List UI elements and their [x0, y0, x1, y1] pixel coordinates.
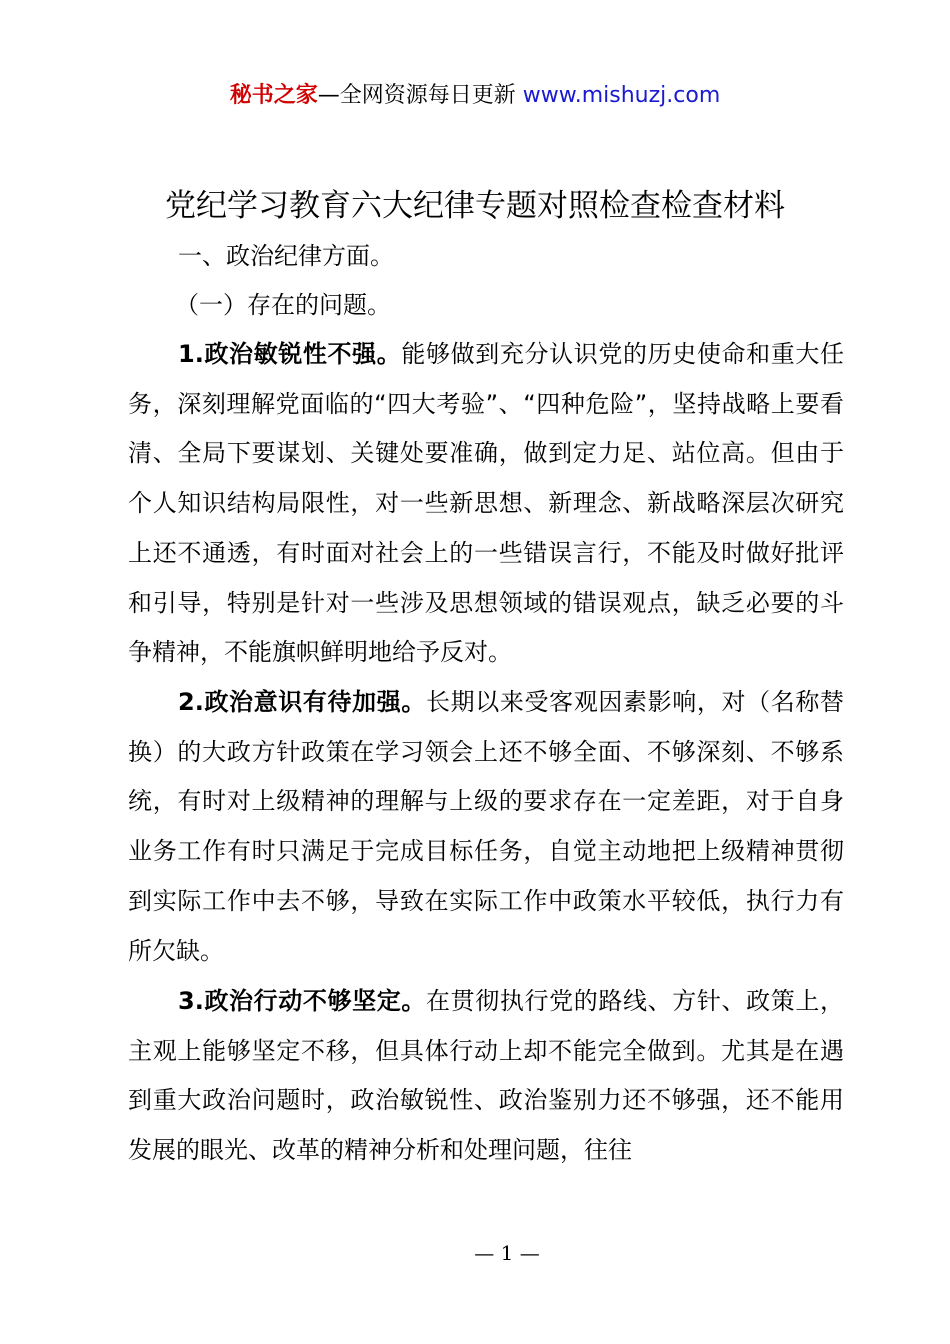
- paragraph-3: [128, 977, 844, 1176]
- site-url-link[interactable]: www.mishuzj.com: [522, 83, 721, 108]
- site-brand: 秘书之家: [229, 83, 318, 108]
- paragraph-2-body: 长期以来受客观因素影响，对（名称替换）的大政方针政策在学习领会上还不够全面、不够深刻、不够系统，有时对上级精神的理解与上级的要求存在一定差距，对于自身业务工作有时只满足于完成目标任务，自觉主动地把上级精神贯彻到实际工作中去不够，导致在实际工作中政策水平较低，执行力有所欠缺。: [128, 688, 844, 965]
- page-number: — 1 —: [474, 1241, 540, 1265]
- paragraph-1-lead: 1.政治敏锐性不强。: [178, 340, 402, 368]
- site-header: [0, 80, 950, 112]
- paragraph-2-lead: 2.政治意识有待加强。: [178, 688, 427, 716]
- section-heading: 一、政治纪律方面。: [178, 242, 394, 270]
- paragraph-2: [128, 678, 844, 976]
- paragraph-3-body: 在贯彻执行党的路线、方针、政策上，主观上能够坚定不移，但具体行动上却不能完全做到。尤其是在遇到重大政治问题时，政治敏锐性、政治鉴别力还不够强，还不能用发展的眼光、改革的精神分析和处理问题，往往: [128, 987, 844, 1165]
- paragraph-1-body: 能够做到充分认识党的历史使命和重大任务，深刻理解党面临的“四大考验”、“四种危险”，坚持战略上要看清、全局下要谋划、关键处要准确，做到定力足、站位高。但由于个人知识结构局限性，对一些新思想、新理念、新战略深层次研究上还不通透，有时面对社会上的一些错误言行，不能及时做好批评和引导，特别是针对一些涉及思想领域的错误观点，缺乏必要的斗争精神，不能旗帜鲜明地给予反对。: [128, 340, 844, 667]
- paragraph-1: [128, 330, 844, 678]
- paragraph-3-lead: 3.政治行动不够坚定。: [178, 987, 427, 1015]
- document-title: 党纪学习教育六大纪律专题对照检查检查材料: [165, 188, 785, 224]
- site-tagline: —全网资源每日更新: [317, 83, 523, 108]
- subsection-heading: （一）存在的问题。: [175, 291, 391, 319]
